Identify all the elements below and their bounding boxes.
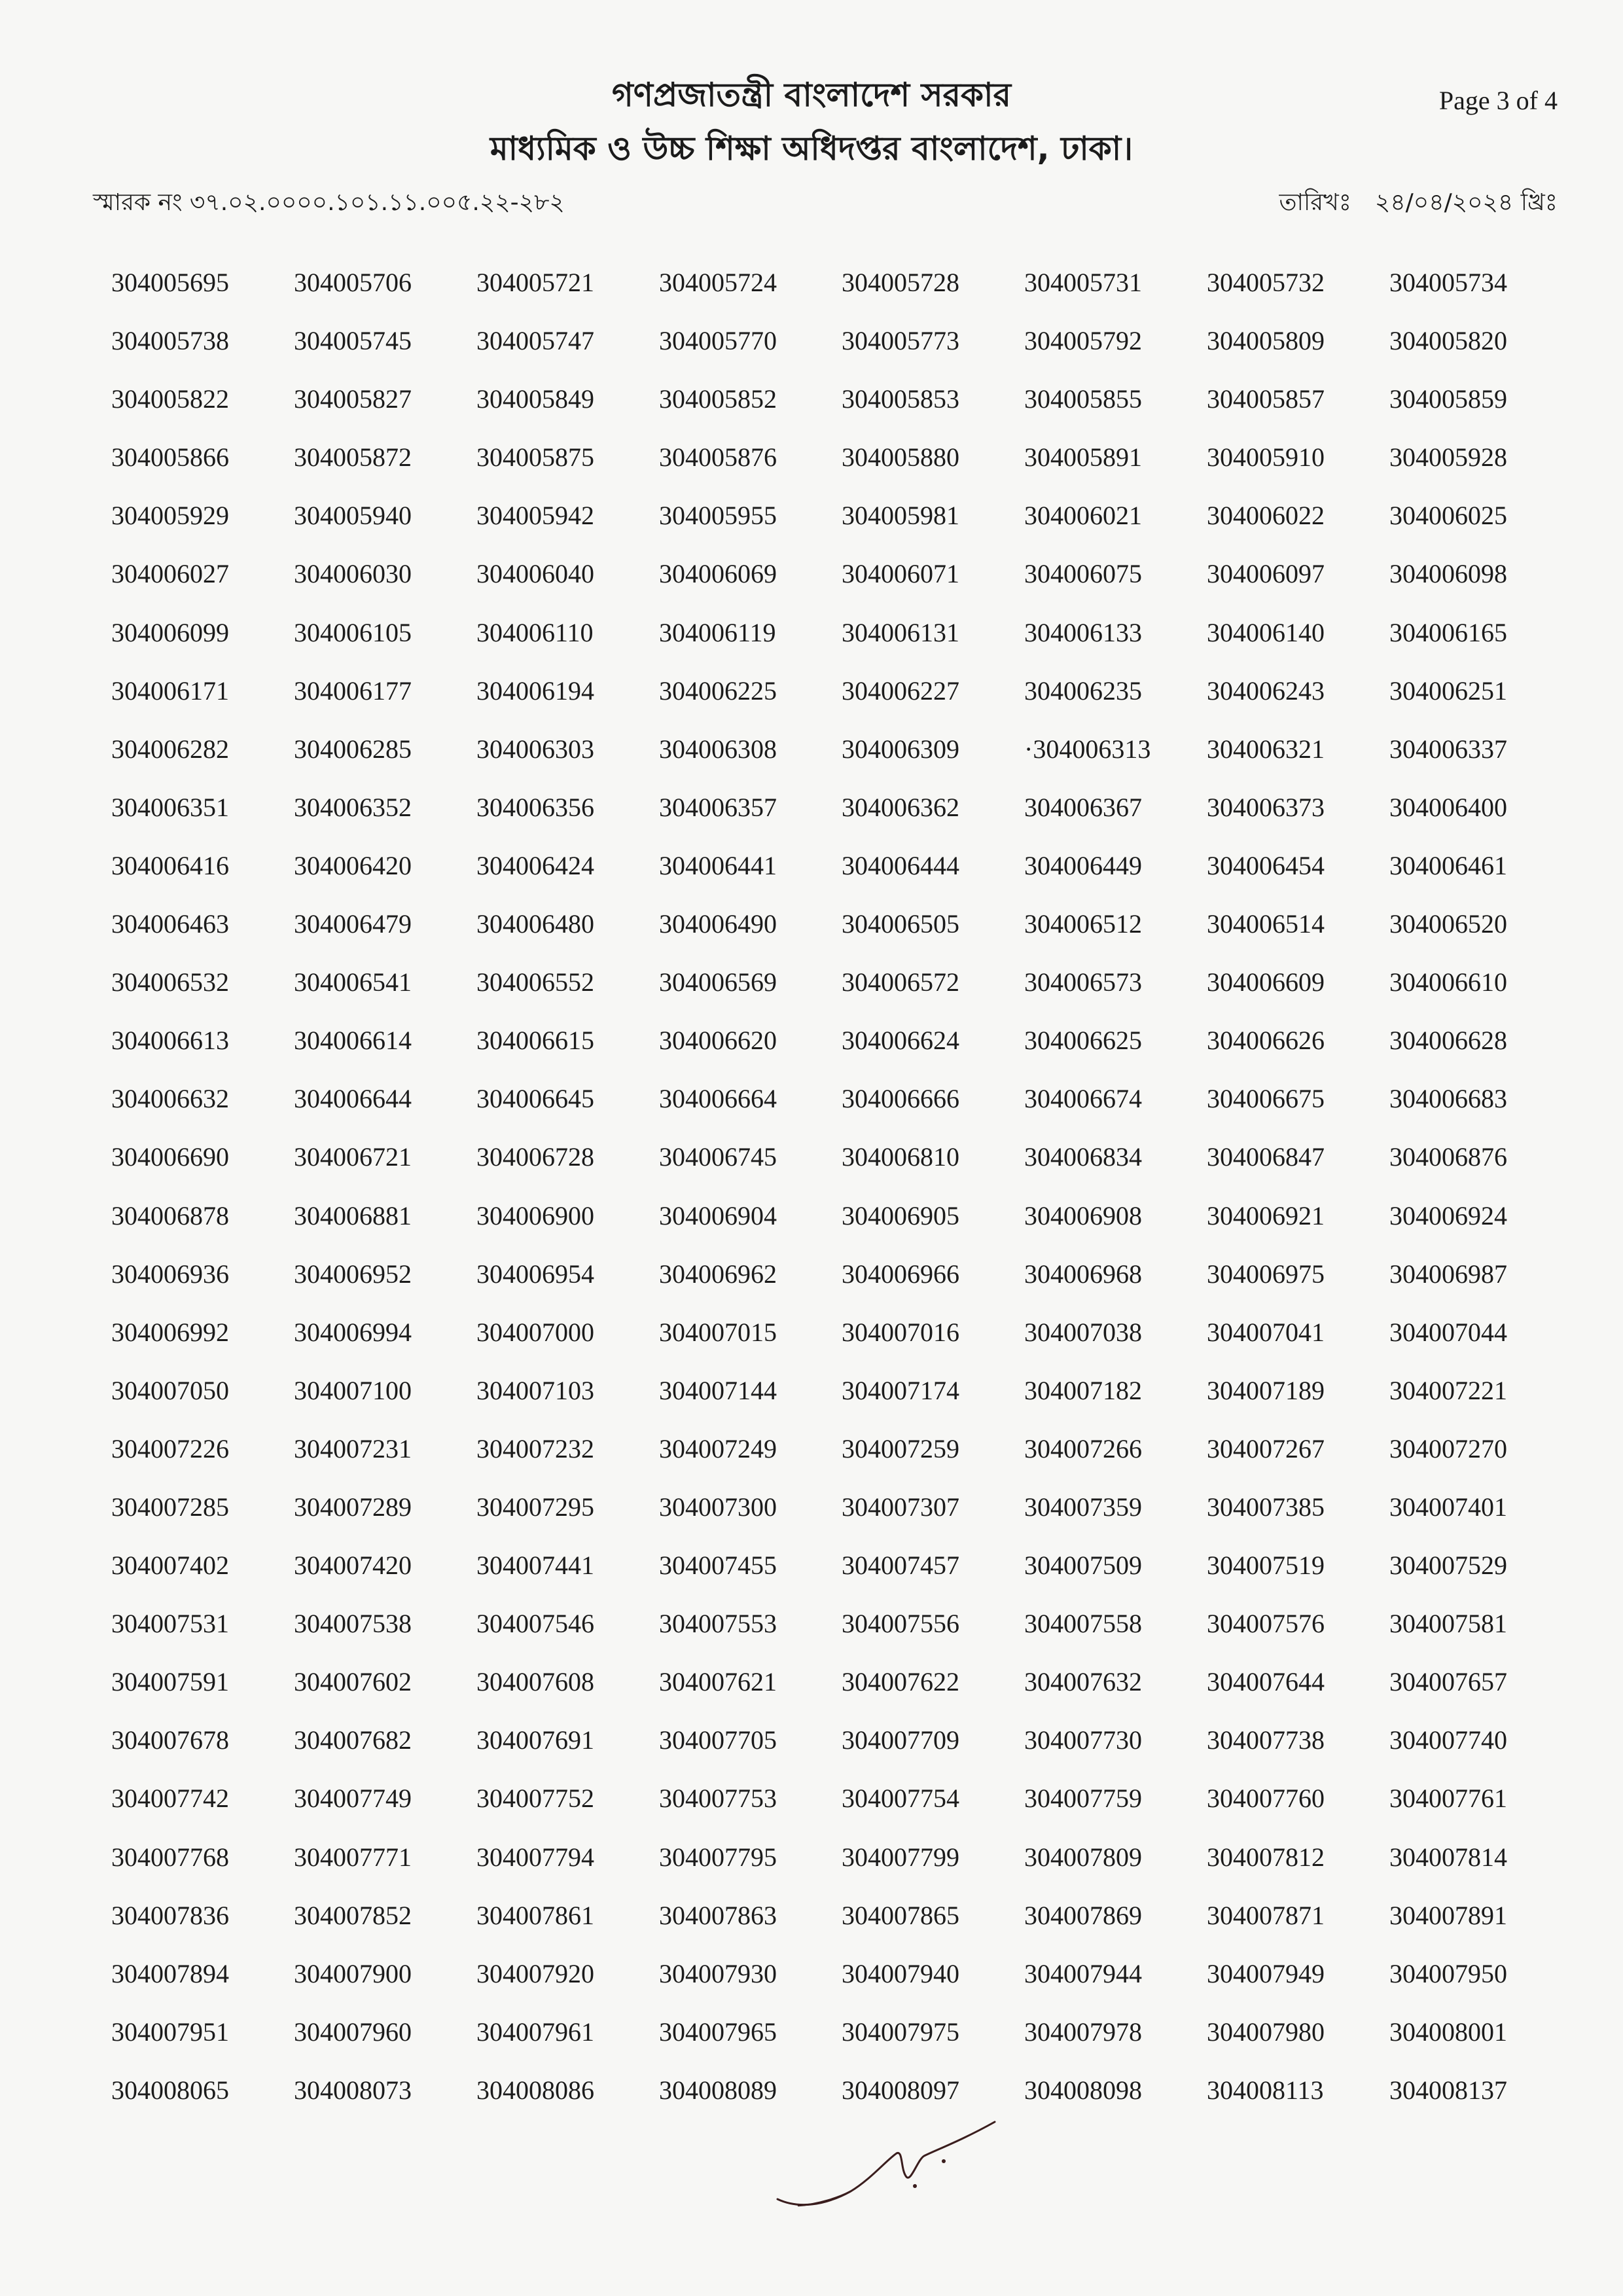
roll-number-cell: 304008098 xyxy=(1024,2075,1142,2105)
roll-number-cell: 304005928 xyxy=(1389,442,1507,473)
roll-number-cell: 304008113 xyxy=(1207,2075,1324,2105)
roll-number-cell: 304005910 xyxy=(1207,442,1325,473)
roll-number-cell: 304007861 xyxy=(476,1900,594,1930)
roll-number-cell: 304007794 xyxy=(476,1842,594,1872)
header-title: গণপ্রজাতন্ত্রী বাংলাদেশ সরকার xyxy=(612,76,1011,114)
roll-number-cell: 304006810 xyxy=(842,1142,959,1172)
roll-number-cell: 304007894 xyxy=(111,1958,229,1988)
roll-number-cell: 304005706 xyxy=(294,268,412,297)
roll-number-cell: 304007761 xyxy=(1389,1784,1507,1814)
roll-number-cell: 304007682 xyxy=(294,1725,412,1755)
roll-number-cell: 304005859 xyxy=(1389,384,1507,414)
roll-number-cell: 304006424 xyxy=(476,850,594,880)
roll-number-cell: 304005857 xyxy=(1207,384,1325,414)
roll-number-cell: 304007402 xyxy=(111,1551,229,1581)
roll-number-cell: 304006505 xyxy=(842,909,959,939)
roll-number-cell: 304006552 xyxy=(476,967,594,997)
roll-number-cell: 304007632 xyxy=(1024,1667,1142,1697)
roll-number-cell: 304007509 xyxy=(1024,1551,1142,1581)
roll-number-cell: 304006227 xyxy=(842,675,959,706)
roll-number-cell: 304007753 xyxy=(659,1784,777,1814)
roll-number-cell: 304007259 xyxy=(842,1433,959,1463)
roll-number-cell: 304007678 xyxy=(111,1725,229,1755)
roll-number-cell: 304006610 xyxy=(1389,967,1507,997)
roll-number-cell: 304007189 xyxy=(1207,1375,1325,1405)
roll-number-cell: 304005747 xyxy=(476,326,594,356)
roll-number-cell: 304006626 xyxy=(1207,1026,1325,1056)
roll-number-cell: 304007799 xyxy=(842,1842,959,1872)
roll-number-cell: 304007742 xyxy=(111,1784,229,1814)
roll-number-cell: 304007457 xyxy=(842,1551,959,1581)
roll-number-grid xyxy=(111,263,1571,2129)
roll-number-cell: 304007900 xyxy=(294,1958,412,1988)
roll-number-cell: 304006352 xyxy=(294,792,412,822)
roll-number-cell: 304007144 xyxy=(659,1375,777,1405)
roll-number-cell: 304007100 xyxy=(294,1375,412,1405)
roll-number-cell: 304006905 xyxy=(842,1200,959,1230)
roll-number-cell: 304006444 xyxy=(842,850,959,880)
roll-number-cell: 304006177 xyxy=(294,675,412,706)
roll-number-cell: 304006512 xyxy=(1024,909,1142,939)
roll-number-cell: 304007812 xyxy=(1207,1842,1325,1872)
roll-number-cell: 304005866 xyxy=(111,442,229,473)
roll-number-cell: 304007000 xyxy=(476,1317,594,1347)
roll-number-cell: 304006119 xyxy=(659,617,776,647)
roll-number-cell: 304007289 xyxy=(294,1492,412,1522)
roll-number-cell: 304007455 xyxy=(659,1551,777,1581)
roll-number-cell: 304006351 xyxy=(111,792,229,822)
roll-number-cell: 304006572 xyxy=(842,967,959,997)
roll-number-cell: 304006878 xyxy=(111,1200,229,1230)
roll-number-cell: 304005724 xyxy=(659,268,777,297)
roll-number-cell: 304006282 xyxy=(111,734,229,764)
roll-number-cell: 304005827 xyxy=(294,384,412,414)
roll-number-cell: 304006721 xyxy=(294,1142,412,1172)
roll-number-cell: 304005738 xyxy=(111,326,229,356)
roll-number-cell: 304006490 xyxy=(659,909,777,939)
roll-number-cell: 304006479 xyxy=(294,909,412,939)
roll-number-cell: 304005732 xyxy=(1207,268,1325,297)
roll-number-cell: 304006541 xyxy=(294,967,412,997)
roll-number-cell: 304006847 xyxy=(1207,1142,1325,1172)
roll-number-cell: 304007015 xyxy=(659,1317,777,1347)
roll-number-cell: 304005942 xyxy=(476,501,594,531)
roll-number-cell: 304008089 xyxy=(659,2075,777,2105)
roll-number-cell: 304006025 xyxy=(1389,501,1507,531)
roll-number-cell: 304006644 xyxy=(294,1084,412,1114)
roll-number-cell: 304007759 xyxy=(1024,1784,1142,1814)
roll-number-cell: 304006666 xyxy=(842,1084,959,1114)
roll-number-cell: 304007768 xyxy=(111,1842,229,1872)
roll-number-cell: 304005853 xyxy=(842,384,959,414)
roll-number-cell: 304006357 xyxy=(659,792,777,822)
roll-number-cell: 304006609 xyxy=(1207,967,1325,997)
roll-number-cell: 304007295 xyxy=(476,1492,594,1522)
roll-number-cell: 304006225 xyxy=(659,675,777,706)
roll-number-cell: 304007950 xyxy=(1389,1958,1507,1988)
roll-number-cell: 304006675 xyxy=(1207,1084,1325,1114)
roll-number-cell: 304006876 xyxy=(1389,1142,1507,1172)
roll-number-cell: 304006069 xyxy=(659,559,777,589)
roll-number-cell: 304006356 xyxy=(476,792,594,822)
roll-number-cell: 304006994 xyxy=(294,1317,412,1347)
roll-number-cell: 304006110 xyxy=(476,617,594,647)
roll-number-cell: 304005731 xyxy=(1024,268,1142,297)
roll-number-cell: 304006664 xyxy=(659,1084,777,1114)
roll-number-cell: 304006400 xyxy=(1389,792,1507,822)
roll-number-cell: 304005792 xyxy=(1024,326,1142,356)
roll-number-cell: 304005695 xyxy=(111,268,229,297)
roll-number-cell: 304006620 xyxy=(659,1026,777,1056)
roll-number-cell: 304007644 xyxy=(1207,1667,1325,1697)
roll-number-cell: 304007591 xyxy=(111,1667,229,1697)
roll-number-cell: 304006171 xyxy=(111,675,229,706)
roll-number-cell: 304005876 xyxy=(659,442,777,473)
roll-number-cell: 304006921 xyxy=(1207,1200,1325,1230)
roll-number-cell: 304007182 xyxy=(1024,1375,1142,1405)
roll-number-cell: 304007385 xyxy=(1207,1492,1325,1522)
roll-number-cell: 304006449 xyxy=(1024,850,1142,880)
roll-number-cell: 304007657 xyxy=(1389,1667,1507,1697)
roll-number-cell: 304006573 xyxy=(1024,967,1142,997)
roll-number-cell: 304005820 xyxy=(1389,326,1507,356)
roll-number-cell: 304007307 xyxy=(842,1492,959,1522)
roll-number-cell: 304007226 xyxy=(111,1433,229,1463)
roll-number-cell: 304007749 xyxy=(294,1784,412,1814)
roll-number-cell: 304008097 xyxy=(842,2075,959,2105)
roll-number-cell: 304006674 xyxy=(1024,1084,1142,1114)
roll-number-cell: 304007441 xyxy=(476,1551,594,1581)
roll-number-cell: 304006140 xyxy=(1207,617,1325,647)
roll-number-cell: 304006514 xyxy=(1207,909,1325,939)
roll-number-cell: 304006165 xyxy=(1389,617,1507,647)
header-subtitle: মাধ্যমিক ও উচ্চ শিক্ষা অধিদপ্তর বাংলাদেশ, ঢাকা। xyxy=(490,130,1133,168)
roll-number-cell: 304007754 xyxy=(842,1784,959,1814)
roll-number-cell: 304006954 xyxy=(476,1259,594,1289)
roll-number-cell: 304006416 xyxy=(111,850,229,880)
roll-number-cell: 304006690 xyxy=(111,1142,229,1172)
roll-number-cell: 304006975 xyxy=(1207,1259,1325,1289)
roll-number-cell: 304007809 xyxy=(1024,1842,1142,1872)
roll-number-cell: 304007103 xyxy=(476,1375,594,1405)
roll-number-cell: 304005891 xyxy=(1024,442,1142,473)
roll-number-cell: 304007940 xyxy=(842,1958,959,1988)
roll-number-cell: 304006030 xyxy=(294,559,412,589)
roll-number-cell: 304006480 xyxy=(476,909,594,939)
roll-number-cell: 304006285 xyxy=(294,734,412,764)
roll-number-cell: 304007961 xyxy=(476,2017,594,2047)
roll-number-cell: 304007359 xyxy=(1024,1492,1142,1522)
memo-number: স্মারক নং ৩৭.০২.০০০০.১০১.১১.০০৫.২২-২৮২ xyxy=(93,189,565,216)
roll-number-cell: 304006968 xyxy=(1024,1259,1142,1289)
roll-number-cell: 304005981 xyxy=(842,501,959,531)
roll-number-cell: 304006645 xyxy=(476,1084,594,1114)
roll-number-cell: 304006834 xyxy=(1024,1142,1142,1172)
roll-number-cell: 304006624 xyxy=(842,1026,959,1056)
roll-number-cell: 304007622 xyxy=(842,1667,959,1697)
roll-number-cell: 304006615 xyxy=(476,1026,594,1056)
roll-number-cell: 304007836 xyxy=(111,1900,229,1930)
roll-number-cell: 304006924 xyxy=(1389,1200,1507,1230)
roll-number-cell: 304006194 xyxy=(476,675,594,706)
roll-number-cell: 304007863 xyxy=(659,1900,777,1930)
roll-number-cell: 304008065 xyxy=(111,2075,229,2105)
roll-number-cell: 304007546 xyxy=(476,1609,594,1639)
roll-number-cell: 304006952 xyxy=(294,1259,412,1289)
roll-number-cell: 304007891 xyxy=(1389,1900,1507,1930)
roll-number-cell: 304007752 xyxy=(476,1784,594,1814)
roll-number-cell: 304007814 xyxy=(1389,1842,1507,1872)
roll-number-cell: 304007576 xyxy=(1207,1609,1325,1639)
roll-number-cell: 304007709 xyxy=(842,1725,959,1755)
roll-number-cell: 304006881 xyxy=(294,1200,412,1230)
roll-number-cell: 304005773 xyxy=(842,326,959,356)
roll-number-cell: 304006936 xyxy=(111,1259,229,1289)
roll-number-cell: 304007965 xyxy=(659,2017,777,2047)
roll-number-cell: 304008086 xyxy=(476,2075,594,2105)
roll-number-cell: 304007044 xyxy=(1389,1317,1507,1347)
roll-number-cell: 304006420 xyxy=(294,850,412,880)
date-block xyxy=(1279,185,1558,224)
roll-number-cell: 304007420 xyxy=(294,1551,412,1581)
roll-number-cell: 304007558 xyxy=(1024,1609,1142,1639)
roll-number-cell: 304006992 xyxy=(111,1317,229,1347)
roll-number-cell: 304006900 xyxy=(476,1200,594,1230)
roll-number-cell: 304006027 xyxy=(111,559,229,589)
roll-number-cell: 304005721 xyxy=(476,268,594,297)
roll-number-cell: 304008073 xyxy=(294,2075,412,2105)
roll-number-cell: 304006532 xyxy=(111,967,229,997)
roll-number-cell: 304007771 xyxy=(294,1842,412,1872)
signature-icon xyxy=(772,2114,1008,2219)
roll-number-cell: 304007266 xyxy=(1024,1433,1142,1463)
roll-number-cell: 304007871 xyxy=(1207,1900,1325,1930)
roll-number-cell: 304005955 xyxy=(659,501,777,531)
roll-number-cell: 304006075 xyxy=(1024,559,1142,589)
roll-number-cell: 304007553 xyxy=(659,1609,777,1639)
roll-number-cell: 304006337 xyxy=(1389,734,1507,764)
roll-number-cell: 304006099 xyxy=(111,617,229,647)
roll-number-cell: 304005940 xyxy=(294,501,412,531)
roll-number-cell: 304006243 xyxy=(1207,675,1325,706)
roll-number-cell: 304007519 xyxy=(1207,1551,1325,1581)
roll-number-cell: 304007531 xyxy=(111,1609,229,1639)
roll-number-cell: 304006728 xyxy=(476,1142,594,1172)
roll-number-cell: 304007285 xyxy=(111,1492,229,1522)
roll-number-cell: 304007267 xyxy=(1207,1433,1325,1463)
roll-number-cell: 304006105 xyxy=(294,617,412,647)
roll-number-cell: 304007538 xyxy=(294,1609,412,1639)
date-label: তারিখঃ xyxy=(1279,189,1351,216)
roll-number-cell: 304007041 xyxy=(1207,1317,1325,1347)
roll-number-cell: 304006367 xyxy=(1024,792,1142,822)
roll-number-cell: 304005872 xyxy=(294,442,412,473)
roll-number-cell: 304005875 xyxy=(476,442,594,473)
roll-number-cell: 304006133 xyxy=(1024,617,1142,647)
roll-number-cell: 304006962 xyxy=(659,1259,777,1289)
roll-number-cell: 304006628 xyxy=(1389,1026,1507,1056)
roll-number-cell: 304006454 xyxy=(1207,850,1325,880)
roll-number-cell: 304006373 xyxy=(1207,792,1325,822)
roll-number-cell: 304007231 xyxy=(294,1433,412,1463)
roll-number-cell: 304006308 xyxy=(659,734,777,764)
roll-number-cell: 304007978 xyxy=(1024,2017,1142,2047)
roll-number-cell: 304007951 xyxy=(111,2017,229,2047)
page-number: Page 3 of 4 xyxy=(1438,86,1558,115)
roll-number-cell: 304007920 xyxy=(476,1958,594,1988)
roll-number-cell: 304007930 xyxy=(659,1958,777,1988)
roll-number-cell: 304007760 xyxy=(1207,1784,1325,1814)
roll-number-cell: 304007691 xyxy=(476,1725,594,1755)
roll-number-cell: 304007738 xyxy=(1207,1725,1325,1755)
roll-number-cell: 304006987 xyxy=(1389,1259,1507,1289)
roll-number-cell: 304006569 xyxy=(659,967,777,997)
roll-number-cell: 304007016 xyxy=(842,1317,959,1347)
roll-number-cell: 304005809 xyxy=(1207,326,1325,356)
roll-number-cell: 304007529 xyxy=(1389,1551,1507,1581)
roll-number-cell: 304006461 xyxy=(1389,850,1507,880)
roll-number-cell: 304007730 xyxy=(1024,1725,1142,1755)
roll-number-cell: 304006966 xyxy=(842,1259,959,1289)
roll-number-cell: 304007300 xyxy=(659,1492,777,1522)
roll-number-cell: 304006071 xyxy=(842,559,959,589)
roll-number-cell: 304006908 xyxy=(1024,1200,1142,1230)
roll-number-cell: 304006303 xyxy=(476,734,594,764)
roll-number-cell: 304005929 xyxy=(111,501,229,531)
roll-number-cell: 304007975 xyxy=(842,2017,959,2047)
roll-number-cell: 304008001 xyxy=(1389,2017,1507,2047)
roll-number-cell: 304007050 xyxy=(111,1375,229,1405)
roll-number-cell: 304006040 xyxy=(476,559,594,589)
roll-number-cell: 304007401 xyxy=(1389,1492,1507,1522)
roll-number-cell: 304006097 xyxy=(1207,559,1325,589)
roll-number-cell: 304007232 xyxy=(476,1433,594,1463)
roll-number-cell: 304007944 xyxy=(1024,1958,1142,1988)
roll-number-cell: 304005855 xyxy=(1024,384,1142,414)
roll-number-cell: 304008137 xyxy=(1389,2075,1507,2105)
roll-number-cell: 304005852 xyxy=(659,384,777,414)
roll-number-cell: 304007221 xyxy=(1389,1375,1507,1405)
roll-number-cell: 304006362 xyxy=(842,792,959,822)
roll-number-cell: ·304006313 xyxy=(1024,734,1151,764)
roll-number-cell: 304006441 xyxy=(659,850,777,880)
roll-number-cell: 304006613 xyxy=(111,1026,229,1056)
roll-number-cell: 304007852 xyxy=(294,1900,412,1930)
roll-number-cell: 304005734 xyxy=(1389,268,1507,297)
roll-number-cell: 304005880 xyxy=(842,442,959,473)
roll-number-cell: 304006235 xyxy=(1024,675,1142,706)
roll-number-cell: 304006022 xyxy=(1207,501,1325,531)
date-value: ২৪/০৪/২০২৪ খ্রিঃ xyxy=(1374,189,1558,216)
roll-number-cell: 304007740 xyxy=(1389,1725,1507,1755)
roll-number-cell: 304007795 xyxy=(659,1842,777,1872)
roll-number-cell: 304007865 xyxy=(842,1900,959,1930)
roll-number-cell: 304006625 xyxy=(1024,1026,1142,1056)
roll-number-cell: 304006463 xyxy=(111,909,229,939)
roll-number-cell: 304006614 xyxy=(294,1026,412,1056)
roll-number-cell: 304007602 xyxy=(294,1667,412,1697)
roll-number-cell: 304006131 xyxy=(842,617,959,647)
roll-number-cell: 304007949 xyxy=(1207,1958,1325,1988)
roll-number-cell: 304007556 xyxy=(842,1609,959,1639)
roll-number-cell: 304006098 xyxy=(1389,559,1507,589)
roll-number-cell: 304007621 xyxy=(659,1667,777,1697)
roll-number-cell: 304005770 xyxy=(659,326,777,356)
roll-number-cell: 304006321 xyxy=(1207,734,1325,764)
roll-number-cell: 304007249 xyxy=(659,1433,777,1463)
roll-number-cell: 304006520 xyxy=(1389,909,1507,939)
roll-number-cell: 304007705 xyxy=(659,1725,777,1755)
roll-number-cell: 304005849 xyxy=(476,384,594,414)
roll-number-cell: 304005728 xyxy=(842,268,959,297)
roll-number-cell: 304006021 xyxy=(1024,501,1142,531)
roll-number-cell: 304005822 xyxy=(111,384,229,414)
roll-number-cell: 304007960 xyxy=(294,2017,412,2047)
roll-number-cell: 304007581 xyxy=(1389,1609,1507,1639)
roll-number-cell: 304006683 xyxy=(1389,1084,1507,1114)
roll-number-cell: 304007270 xyxy=(1389,1433,1507,1463)
roll-number-cell: 304007980 xyxy=(1207,2017,1325,2047)
roll-number-cell: 304005745 xyxy=(294,326,412,356)
roll-number-cell: 304006632 xyxy=(111,1084,229,1114)
roll-number-cell: 304007869 xyxy=(1024,1900,1142,1930)
roll-number-cell: 304006309 xyxy=(842,734,959,764)
roll-number-cell: 304006745 xyxy=(659,1142,777,1172)
roll-number-cell: 304007038 xyxy=(1024,1317,1142,1347)
roll-number-cell: 304007174 xyxy=(842,1375,959,1405)
roll-number-cell: 304006251 xyxy=(1389,675,1507,706)
roll-number-cell: 304007608 xyxy=(476,1667,594,1697)
roll-number-cell: 304006904 xyxy=(659,1200,777,1230)
